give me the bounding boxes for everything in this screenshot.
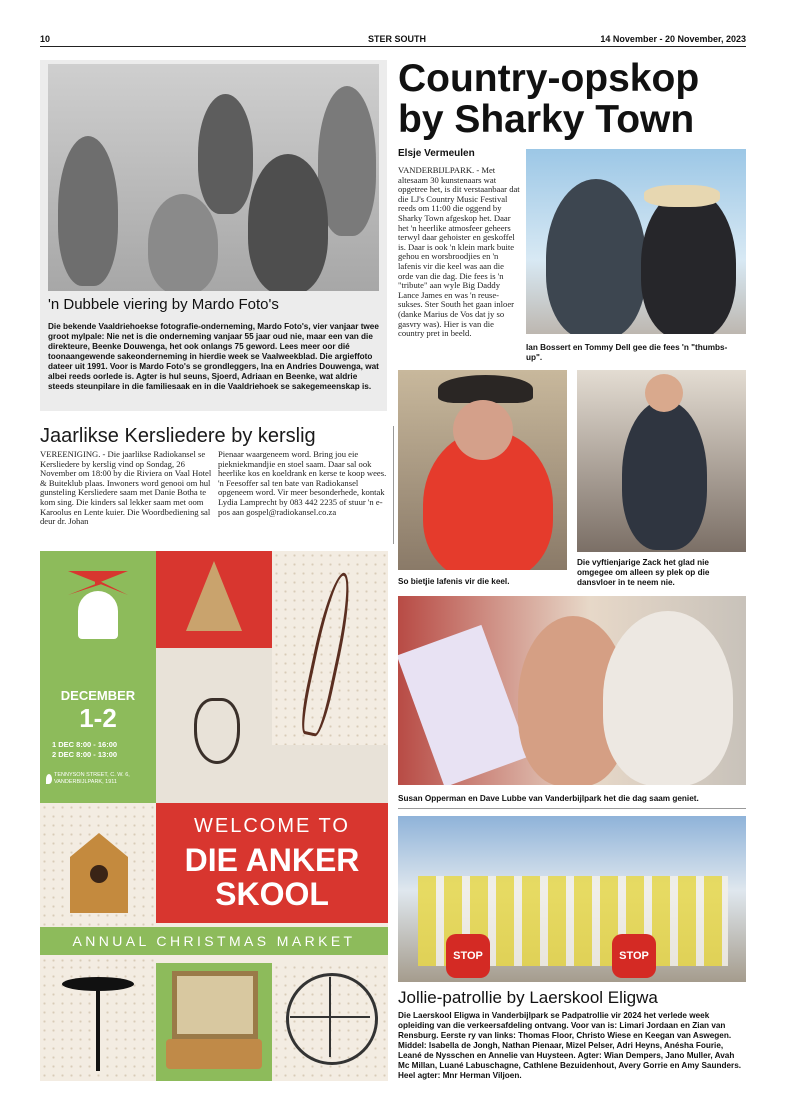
wooden-tree-icon xyxy=(186,561,242,631)
birdhouse-hole xyxy=(90,865,108,883)
caption-bietjie: So bietjie lafenis vir die keel. xyxy=(398,577,510,586)
ad-school-name-1: DIE ANKER xyxy=(184,842,360,878)
caption-zack: Die vyftienjarige Zack het glad nie omgegee om alleen sy plek op die dansvloer in te neem nie. xyxy=(577,558,710,587)
page-number: 10 xyxy=(40,34,51,44)
patrol-text: Die Laerskool Eligwa in Vanderbijlpark se Padpatrollie vir 2024 het verlede week opleiding van die verkeersafdeling ontvang. Voor van is: Limari Jordaan en Zian van Rensburg. Eerste ry van links: Thomas Floor, Christo Wiese en Keegan van Aswegen. Middel: Isabella de Jongh, Nathan Pienaar, Mizel Pelser, Adri Heyns, Anésha Fourie, Leané de Nysschen en Annelie van Huysteen. Agter: Wian Dempers, Jano Muller, Avah Mc Millan, Luané Labuschagne, Cathlene Bezuidenhout, Avery Gorrie en Amy Saunders. Heel agter: Mnr Herman Viljoen. xyxy=(398,1011,742,1080)
fish-tile xyxy=(272,551,388,745)
mardo-text: Die bekende Vaaldriehoekse fotografie-onderneming, Mardo Foto's, vier vanjaar twee groot mylpale: Nie net is die onderneming vanjaar 55 jaar oud nie, maar een van die direkteure, Beenke Douwenga, het ook onlangs 75 geword. Lees meer oor dié toonaangewende sakeonderneming in hierdie week se Vaalweekblad. Die argieffoto dateer uit 1991. Voor is Mardo Foto's se grondleggers, Ina en Andries Douwenga, wat albei reeds oorlede is. Agter is hul seuns, Sjoerd, Adriaan en Beenke, wat aldrie steeds steunpilare in die familiesaak en in die Vaaldriehoek se sakegemeenskap is. xyxy=(48,322,379,391)
table-tile xyxy=(40,963,156,1081)
carols-heading: Jaarlikse Kersliedere by kerslig xyxy=(40,425,316,447)
column-divider xyxy=(393,426,394,544)
wall-clock-icon xyxy=(286,973,378,1065)
section-divider xyxy=(398,808,746,809)
fish-skeleton-icon xyxy=(297,570,357,738)
carols-col2: Pienaar waargeneem word. Bring jou eie piekniekmandjie en stoel saam. Daar sal ook heerlike kos en koeldrank en kerse te koop wees. 'n Feesoffer sal ten bate van Radiokansel opgeneem word. Vir meer besonderhede, kontak Lydia Lamprecht by 083 442 2235 of stuur 'n e-pos aan gospel@radiokansel.co.za xyxy=(218,449,387,517)
ad-banner-text: ANNUAL CHRISTMAS MARKET xyxy=(72,933,356,949)
date-tile xyxy=(40,648,156,803)
issue-date: 14 November - 20 November, 2023 xyxy=(600,34,746,44)
plain-tile xyxy=(272,745,388,803)
photo-bietjie xyxy=(398,370,567,570)
photo-susan-dave xyxy=(398,596,746,785)
antelope-tile xyxy=(156,648,272,803)
caption-ian-tommy: Ian Bossert en Tommy Dell gee die fees 'n "thumbs-up". xyxy=(526,343,728,362)
side-table-leg xyxy=(96,991,100,1071)
photo-zack xyxy=(577,370,746,552)
clock-tile xyxy=(272,963,388,1081)
ad-address-1: TENNYSON STREET, C. W. 6, xyxy=(54,772,130,778)
wooden-tray-icon xyxy=(166,1039,262,1069)
clock-line-h xyxy=(290,1016,370,1018)
bell-tile xyxy=(40,551,156,648)
article-body: VANDERBIJLPARK. - Met altesaam 30 kunstenaars wat opgetree het, is dit verstaanbaar dat die LJ's Country Music Festival reeds om 11:00 die oggend by Sharky Town afgeskop het. Daar het 'n heerlike atmosfeer geheers terwyl daar gehoister en geskoffel is. Daar is ook 'n klein mark buite gehou en worsbroodjies en 'n lafenis vir die keel was aan die orde van die dag. Die fees is 'n "tribute" aan wyle Big Daddy Lance James en was 'n reuse-sukses. Ster South het gaan inloer (danke Marius de Vos dat jy so gasvry was). Hier is van die country pret in beeld. xyxy=(398,165,520,339)
tree-tile xyxy=(156,551,272,648)
location-pin-icon xyxy=(46,774,52,784)
mardo-heading: 'n Dubbele viering by Mardo Foto's xyxy=(48,296,279,313)
caption-susan-dave: Susan Opperman en Dave Lubbe van Vanderbijlpark het die dag saam geniet. xyxy=(398,794,699,803)
publication-name: STER SOUTH xyxy=(368,34,427,44)
heart-frame-icon xyxy=(172,971,258,1039)
market-banner xyxy=(40,927,388,955)
frame-tile xyxy=(156,963,272,1081)
stop-sign-right: STOP xyxy=(612,934,656,978)
ad-school-name-2: SKOOL xyxy=(215,876,329,912)
ad-days: 1-2 xyxy=(79,703,117,733)
photo-ian-tommy xyxy=(526,149,746,334)
patrol-heading: Jollie-patrollie by Laerskool Eligwa xyxy=(398,988,658,1007)
mardo-feature-box xyxy=(40,60,387,411)
ad-time-1: 1 DEC 8:00 - 16:00 xyxy=(52,740,118,749)
stop-sign-left: STOP xyxy=(446,934,490,978)
welcome-tile xyxy=(156,803,388,923)
ad-address-2: VANDERBIJLPARK, 1911 xyxy=(54,779,117,785)
article-headline: Country-opskop by Sharky Town xyxy=(398,57,700,141)
mardo-family-photo xyxy=(48,64,379,291)
photo-patrol xyxy=(398,816,746,982)
christmas-market-ad xyxy=(40,551,388,1081)
article-byline: Elsje Vermeulen xyxy=(398,148,475,159)
side-table-icon xyxy=(62,977,134,991)
ad-welcome: WELCOME TO xyxy=(194,815,350,837)
ad-month: DECEMBER xyxy=(60,688,136,703)
ad-time-2: 2 DEC 8:00 - 13:00 xyxy=(52,750,118,759)
antelope-wire-icon xyxy=(194,698,240,764)
carols-col1: VEREENIGING. - Die jaarlikse Radiokansel se Kersliedere by kerslig vind op Sondag, 26 November om 18:00 by die Riviera on Vaal Hotel & Buiteklub plaas. Inwoners word genooi om hul gunsteling Kersliedere saam met Danie Botha te kom sing. Die kinders sal lekker saam met oom Karoolus en Lente kuier. Die Woordbediening sal deur dr. Johan xyxy=(40,449,212,527)
header-rule xyxy=(40,46,746,47)
bell-icon xyxy=(78,591,118,639)
